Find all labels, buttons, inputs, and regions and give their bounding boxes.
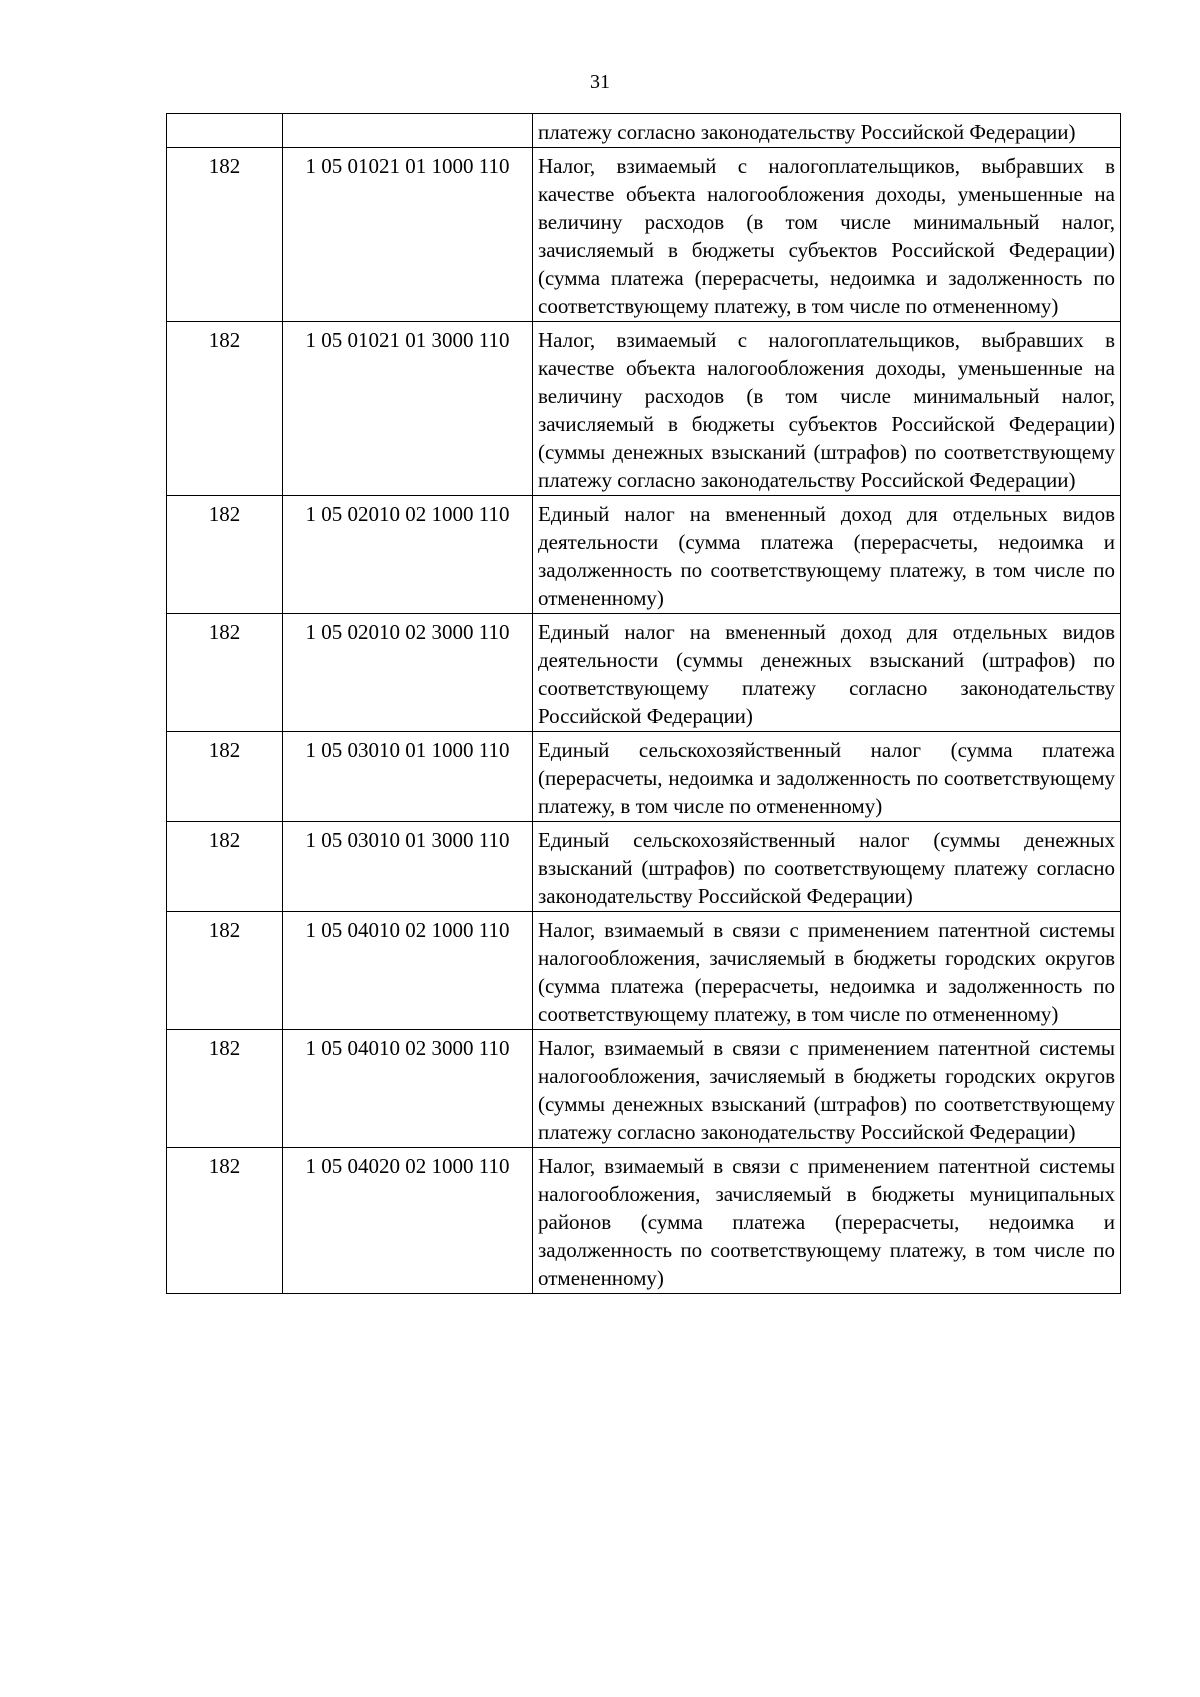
table-row [167, 1148, 1121, 1294]
budget-code-cell [283, 114, 533, 148]
budget-code-cell: 1 05 01021 01 3000 110 [283, 322, 533, 496]
budget-code-cell: 1 05 02010 02 1000 110 [283, 496, 533, 614]
table-row [167, 148, 1121, 322]
admin-code-cell: 182 [167, 614, 283, 732]
table-row [167, 114, 1121, 148]
budget-code-cell: 1 05 04020 02 1000 110 [283, 1148, 533, 1294]
admin-code-cell: 182 [167, 912, 283, 1030]
admin-code-cell: 182 [167, 496, 283, 614]
budget-code-cell: 1 05 01021 01 1000 110 [283, 148, 533, 322]
description-cell: Единый налог на вмененный доход для отдельных видов деятельности (суммы денежных взысканий (штрафов) по соответствующему платежу согласно законодательству Российской Федерации) [533, 614, 1121, 732]
description-cell: Налог, взимаемый в связи с применением патентной системы налогообложения, зачисляемый в бюджеты городских округов (сумма платежа (перерасчеты, недоимка и задолженность по соответствующему платежу, в том числе по отмененному) [533, 912, 1121, 1030]
budget-code-cell: 1 05 03010 01 1000 110 [283, 732, 533, 822]
description-cell: Налог, взимаемый в связи с применением патентной системы налогообложения, зачисляемый в бюджеты городских округов (суммы денежных взысканий (штрафов) по соответствующему платежу согласно законодательству Российской Федерации) [533, 1030, 1121, 1148]
admin-code-cell: 182 [167, 1030, 283, 1148]
admin-code-cell: 182 [167, 322, 283, 496]
table-row [167, 732, 1121, 822]
description-cell: Налог, взимаемый с налогоплательщиков, выбравших в качестве объекта налогообложения доходы, уменьшенные на величину расходов (в том числе минимальный налог, зачисляемый в бюджеты субъектов Российской Федерации) (сумма платежа (перерасчеты, недоимка и задолженность по соответствующему платежу, в том числе по отмененному) [533, 148, 1121, 322]
budget-code-cell: 1 05 02010 02 3000 110 [283, 614, 533, 732]
table-row [167, 822, 1121, 912]
admin-code-cell: 182 [167, 732, 283, 822]
description-cell: платежу согласно законодательству Российской Федерации) [533, 114, 1121, 148]
table-row [167, 912, 1121, 1030]
table-row [167, 1030, 1121, 1148]
budget-code-cell: 1 05 04010 02 1000 110 [283, 912, 533, 1030]
table-row [167, 614, 1121, 732]
admin-code-cell [167, 114, 283, 148]
description-cell: Единый налог на вмененный доход для отдельных видов деятельности (сумма платежа (перерасчеты, недоимка и задолженность по соответствующему платежу, в том числе по отмененному) [533, 496, 1121, 614]
budget-code-cell: 1 05 04010 02 3000 110 [283, 1030, 533, 1148]
description-cell: Единый сельскохозяйственный налог (суммы денежных взысканий (штрафов) по соответствующему платежу согласно законодательству Российской Федерации) [533, 822, 1121, 912]
table-row [167, 496, 1121, 614]
budget-code-cell: 1 05 03010 01 3000 110 [283, 822, 533, 912]
admin-code-cell: 182 [167, 822, 283, 912]
description-cell: Налог, взимаемый с налогоплательщиков, выбравших в качестве объекта налогообложения доходы, уменьшенные на величину расходов (в том числе минимальный налог, зачисляемый в бюджеты субъектов Российской Федерации) (суммы денежных взысканий (штрафов) по соответствующему платежу согласно законодательству Российской Федерации) [533, 322, 1121, 496]
description-cell: Единый сельскохозяйственный налог (сумма платежа (перерасчеты, недоимка и задолженность по соответствующему платежу, в том числе по отмененному) [533, 732, 1121, 822]
admin-code-cell: 182 [167, 148, 283, 322]
budget-classification-table [166, 113, 1121, 1294]
table-row [167, 322, 1121, 496]
page-number: 31 [590, 71, 610, 93]
admin-code-cell: 182 [167, 1148, 283, 1294]
description-cell: Налог, взимаемый в связи с применением патентной системы налогообложения, зачисляемый в бюджеты муниципальных районов (сумма платежа (перерасчеты, недоимка и задолженность по соответствующему платежу, в том числе по отмененному) [533, 1148, 1121, 1294]
